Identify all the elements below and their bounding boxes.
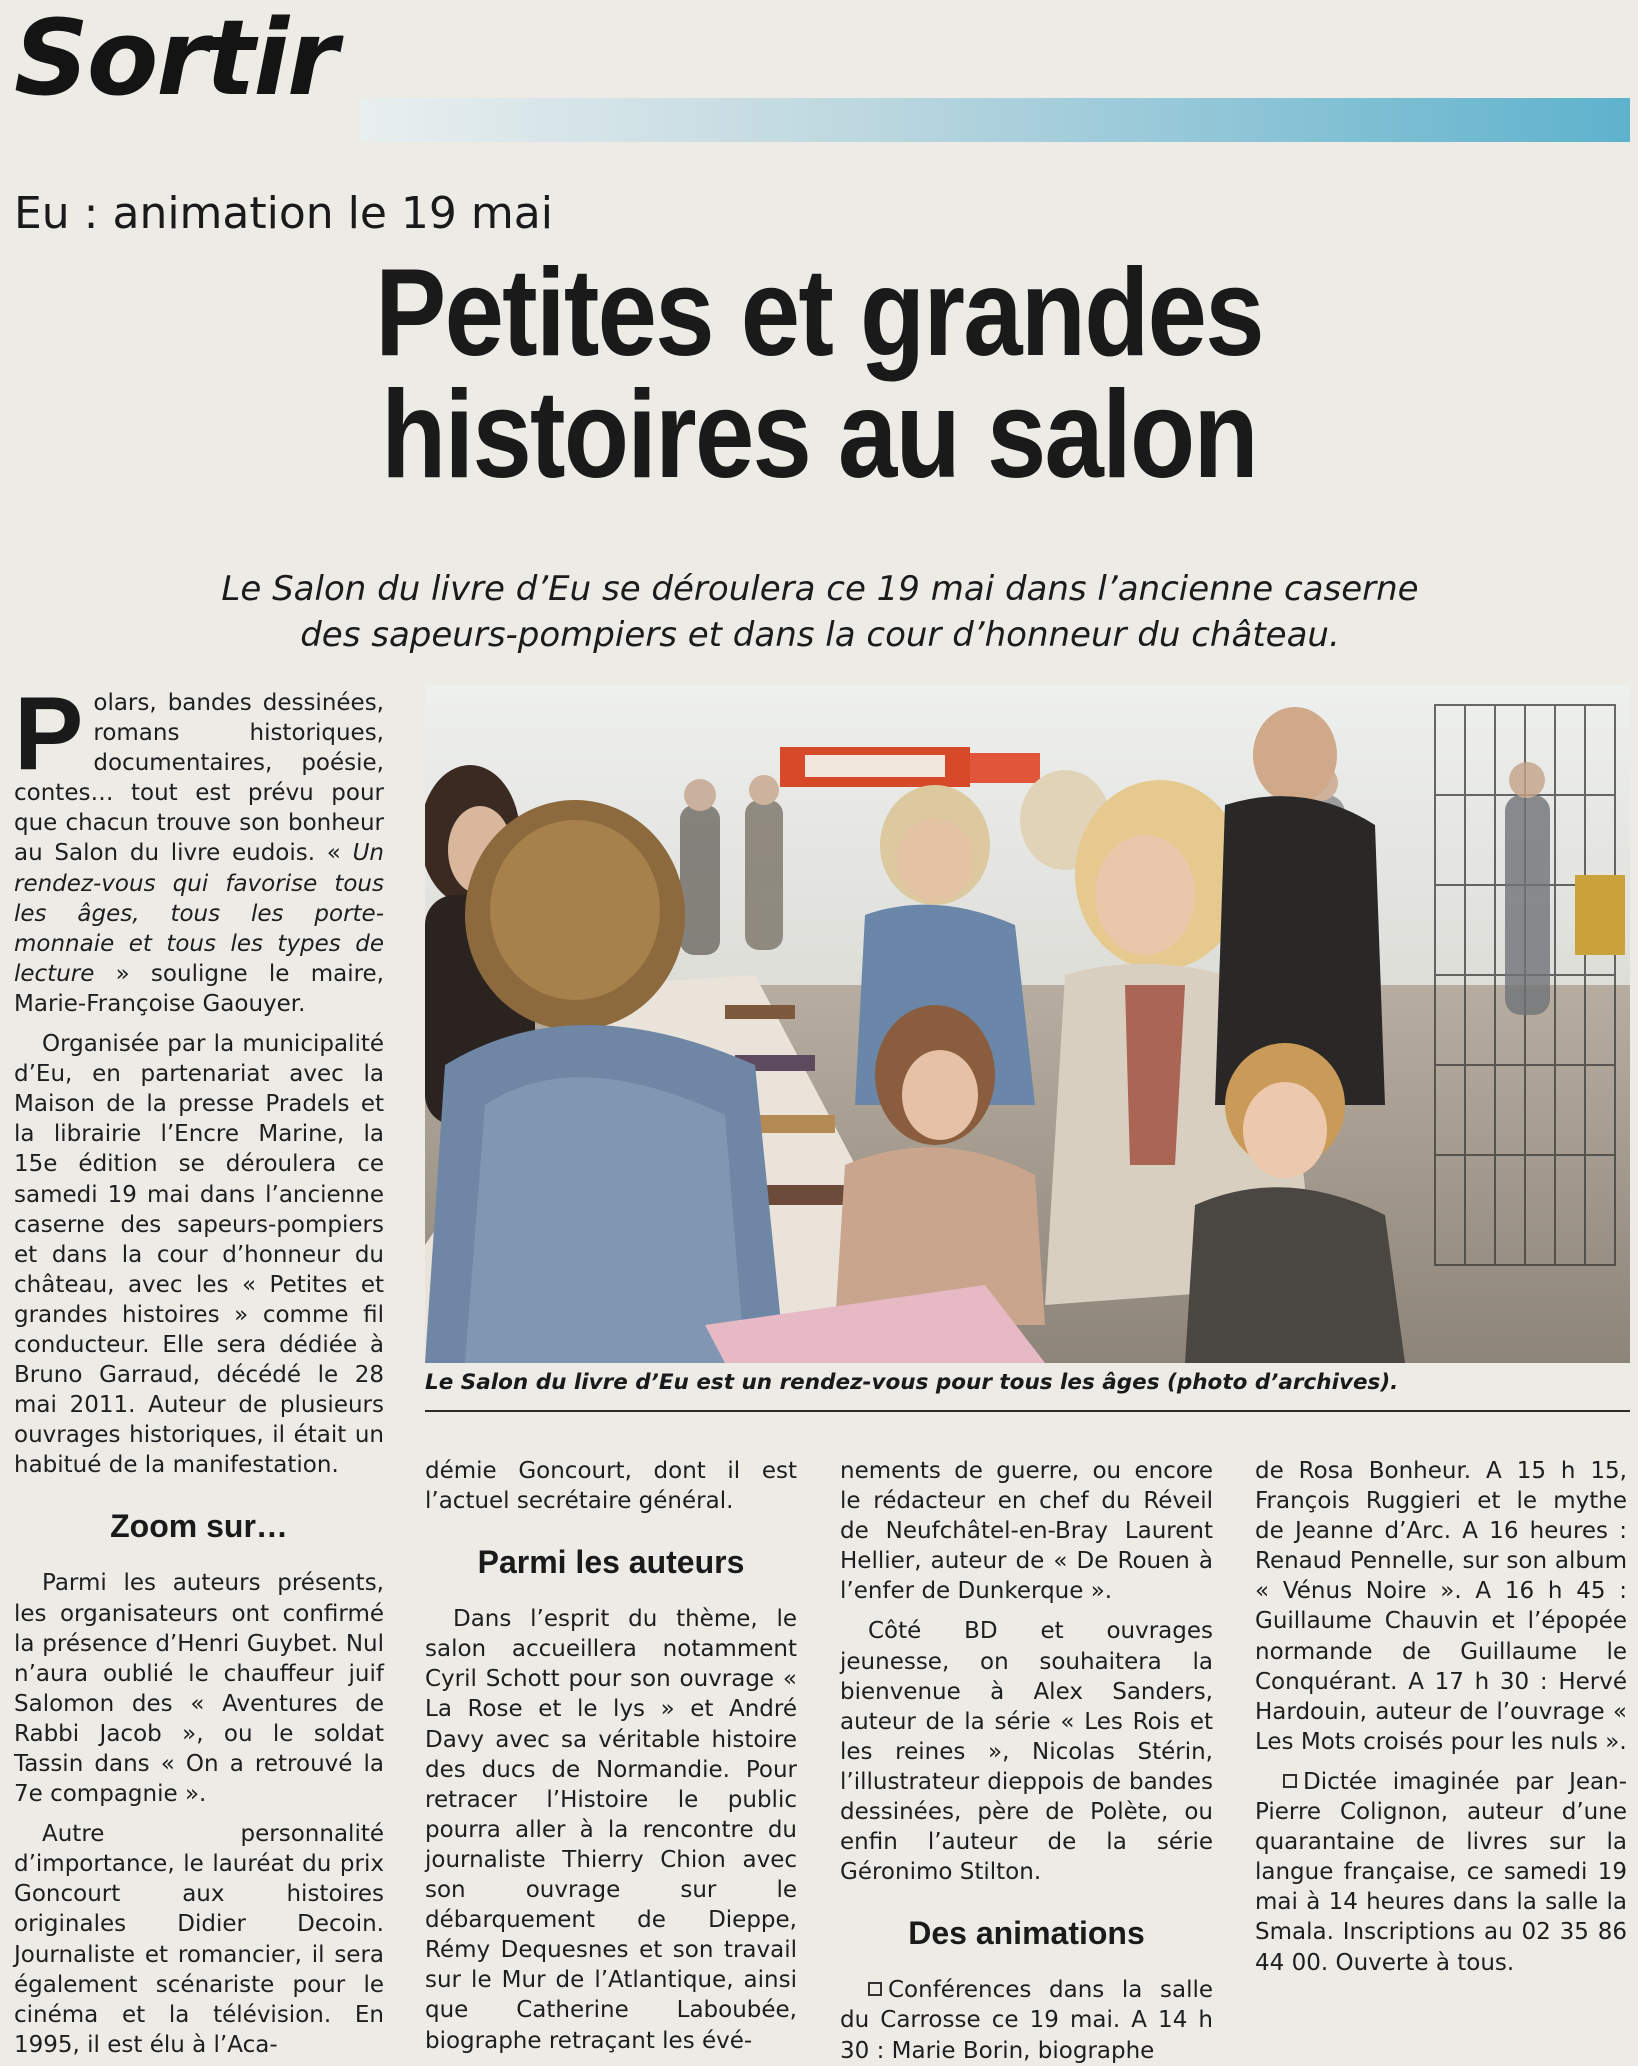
subhead-animations: Des animations bbox=[908, 1915, 1145, 1952]
column-1 bbox=[14, 676, 384, 2060]
paragraph-3: Parmi les auteurs présents, les organisateurs ont confirmé la présence d’Henri Guybet. Nul n’aura oublié le chauffeur juif Salomon des « Aventures de Rabbi Jacob », ou le soldat Tassin dans « On a retrouvé la 7e compagnie ». bbox=[14, 1570, 384, 1808]
section-title: Sortir bbox=[14, 0, 337, 119]
headline-line-1: Petites et grandes bbox=[375, 244, 1263, 382]
paragraph-2: Organisée par la municipalité d’Eu, en partenariat avec la Maison de la presse Pradels et la librairie l’Encre Marine, la 15e édition se déroulera ce samedi 19 mai dans l’ancienne caserne des sapeurs-pompiers et dans la cour d’honneur du château, avec les « Petites et grandes histoires » comme fil conducteur. Elle sera dédiée à Bruno Garraud, décédé le 28 mai 2011. Auteur de plusieurs ouvrages historiques, il était un habitué de la manifestation. bbox=[14, 1031, 384, 1479]
checkbox-bullet-icon bbox=[868, 1982, 882, 1996]
headline-line-2: histoires au salon bbox=[381, 366, 1257, 504]
headline bbox=[115, 244, 1524, 504]
paragraph-7: nements de guerre, ou encore le rédacteur en chef du Réveil de Neufchâtel-en-Bray Laurent Hellier, auteur de « De Rouen à l’enfer de Dunkerque ». bbox=[840, 1458, 1213, 1605]
section-bar bbox=[360, 98, 1630, 142]
photo-icon bbox=[425, 685, 1630, 1363]
paragraph-10: de Rosa Bonheur. A 15 h 15, François Ruggieri et le mythe de Jeanne d’Arc. A 16 heures : Renaud Pennelle, sur son album « Vénus Noire ». A 16 h 45 : Guillaume Chauvin et l’épopée normande de Guillaume le Conquérant. A 17 h 30 : Hervé Hardouin, auteur de l’ouvrage « Les Mots croisés pour les nuls ». bbox=[1255, 1458, 1627, 1755]
subhead-auteurs: Parmi les auteurs bbox=[477, 1544, 745, 1581]
column-2 bbox=[425, 1456, 797, 2056]
subhead-zoom: Zoom sur… bbox=[110, 1508, 288, 1545]
standfirst-line-2: des sapeurs-pompiers et dans la cour d’honneur du château. bbox=[300, 615, 1340, 655]
paragraph-1 bbox=[14, 676, 384, 1019]
article-photo bbox=[425, 685, 1630, 1363]
paragraph-11 bbox=[1255, 1767, 1627, 1978]
paragraph-9-text: Conférences dans la salle du Carrosse ce 19 mai. A 14 h 30 : Marie Borin, biographe bbox=[840, 1977, 1213, 2064]
column-3 bbox=[840, 1456, 1213, 2066]
standfirst-line-1: Le Salon du livre d’Eu se déroulera ce 19 mai dans l’ancienne caserne bbox=[221, 569, 1419, 609]
caption-rule bbox=[425, 1410, 1630, 1412]
standfirst bbox=[60, 566, 1580, 658]
column-4 bbox=[1255, 1456, 1627, 1978]
checkbox-bullet-icon bbox=[1283, 1774, 1297, 1788]
paragraph-4: Autre personnalité d’importance, le lauréat du prix Goncourt aux histoires originales Didier Decoin. Journaliste et romancier, il sera également scénariste pour le cinéma et la télévision. En 1995, il est élu à l’Aca- bbox=[14, 1821, 384, 2058]
dropcap: P bbox=[14, 676, 84, 792]
paragraph-6: Dans l’esprit du thème, le salon accueillera notamment Cyril Schott pour son ouvrage « La Rose et le lys » et André Davy avec sa véritable histoire des ducs de Normandie. Pour retracer l’Histoire le public pourra aller à la rencontre du journaliste Thierry Chion avec son ouvrage sur le débarquement de Dieppe, Rémy Dequesnes et son travail sur le Mur de l’Atlantique, ainsi que Catherine Laboubée, biographe retraçant les évé- bbox=[425, 1606, 797, 2054]
paragraph-1-a: olars, bandes dessinées, romans historiques, documentaires, poésie, contes… tout est prévu pour que chacun trouve son bonheur au Salon du livre eudois. « bbox=[14, 690, 384, 867]
photo-caption: Le Salon du livre d’Eu est un rendez-vous pour tous les âges (photo d’archives). bbox=[425, 1370, 1399, 1395]
paragraph-1-b: » souligne le maire, Marie-Françoise Gaouyer. bbox=[14, 960, 384, 1017]
mayor-quote: Un rendez-vous qui favorise tous les âges, tous les porte-monnaie et tous les types de lecture bbox=[14, 840, 384, 987]
paragraph-11-text: Dictée imaginée par Jean-Pierre Colignon, auteur d’une quarantaine de livres sur la langue française, ce samedi 19 mai à 14 heures dans la salle la Smala. Inscriptions au 02 35 86 44 00. Ouverte à tous. bbox=[1255, 1768, 1627, 1976]
kicker: Eu : animation le 19 mai bbox=[14, 188, 553, 239]
paragraph-9 bbox=[840, 1975, 1213, 2065]
paragraph-8: Côté BD et ouvrages jeunesse, on souhaitera la bienvenue à Alex Sanders, auteur de la série « Les Rois et les reines », Nicolas Stérin, l’illustrateur dieppois de bandes dessinées, père de Polète, ou enfin l’auteur de la série Géronimo Stilton. bbox=[840, 1618, 1213, 1886]
paragraph-5: démie Goncourt, dont il est l’actuel secrétaire général. bbox=[425, 1458, 797, 1515]
